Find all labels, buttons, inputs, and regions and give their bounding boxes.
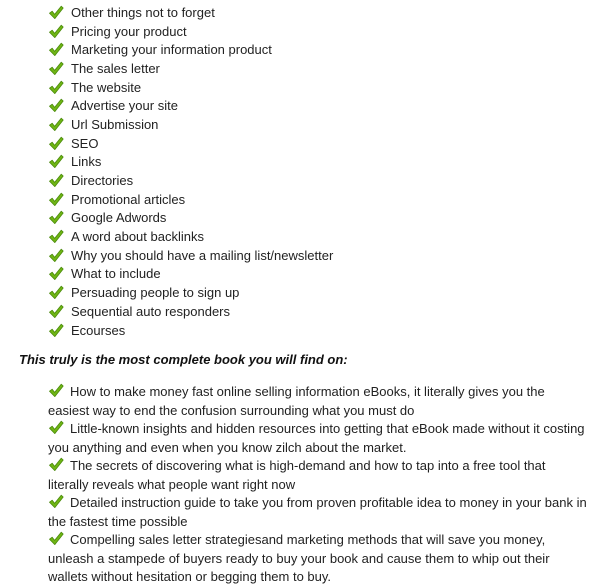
list-item-label: The sales letter [71, 60, 160, 76]
checkmark-icon [48, 154, 64, 169]
checkmark-icon [48, 420, 64, 435]
checkmark-icon [48, 61, 64, 76]
list-item-label: Other things not to forget [71, 4, 215, 20]
benefit-item [48, 420, 588, 457]
checkmark-icon [48, 192, 64, 207]
benefit-text: Detailed instruction guide to take you from proven profitable idea to money in your bank in the fastest time possible [48, 495, 587, 529]
list-item-label: Links [71, 154, 102, 170]
list-item [48, 283, 333, 302]
list-item [48, 59, 333, 78]
benefit-item [48, 531, 588, 587]
list-item [48, 153, 333, 172]
list-item [48, 96, 333, 115]
checkmark-icon [48, 383, 64, 398]
list-item-label: SEO [71, 135, 99, 151]
list-item-label: Sequential auto responders [71, 303, 231, 319]
checkmark-icon [48, 80, 64, 95]
checkmark-icon [48, 5, 64, 20]
list-item [48, 40, 333, 59]
benefit-item [48, 383, 588, 420]
list-item-label: The website [71, 79, 142, 95]
list-item [48, 78, 333, 97]
checkmark-icon [48, 323, 64, 338]
checkmark-icon [48, 98, 64, 113]
list-item-label: A word about backlinks [71, 229, 204, 245]
list-item-label: Ecourses [71, 322, 126, 338]
list-item [48, 115, 333, 134]
benefits-list [48, 383, 588, 587]
list-item-label: Google Adwords [71, 210, 167, 226]
list-item-label: What to include [71, 266, 161, 282]
benefit-item [48, 457, 588, 494]
checkmark-icon [48, 136, 64, 151]
list-item-label: Pricing your product [71, 23, 187, 39]
list-item [48, 134, 333, 153]
list-item [48, 246, 333, 265]
list-item [48, 22, 333, 41]
section-heading: This truly is the most complete book you will find on: [19, 352, 348, 367]
benefit-item [48, 494, 588, 531]
list-item [48, 227, 333, 246]
checkmark-icon [48, 494, 64, 509]
checkmark-icon [48, 248, 64, 263]
list-item-label: Directories [71, 173, 134, 189]
list-item [48, 321, 333, 340]
list-item-label: Why you should have a mailing list/newsletter [71, 247, 334, 263]
checkmark-icon [48, 173, 64, 188]
list-item-label: Url Submission [71, 116, 159, 132]
list-item [48, 3, 333, 22]
checkmark-icon [48, 457, 64, 472]
checkmark-icon [48, 42, 64, 57]
benefit-text: Compelling sales letter strategiesand marketing methods that will save you money, unleash a stampede of buyers ready to buy your book and cause them to whip out their wallets without hesitation or begging them to buy. [48, 532, 550, 584]
benefit-text: The secrets of discovering what is high-demand and how to tap into a free tool that literally reveals what people want right now [48, 458, 546, 492]
checkmark-icon [48, 117, 64, 132]
list-item [48, 171, 333, 190]
list-item-label: Marketing your information product [71, 42, 272, 58]
checkmark-icon [48, 531, 64, 546]
checkmark-icon [48, 304, 64, 319]
list-item-label: Promotional articles [71, 191, 186, 207]
benefit-text: Little-known insights and hidden resources into getting that eBook made without it costing you anything and even when you know zilch about the market. [48, 421, 585, 455]
list-item-label: Persuading people to sign up [71, 285, 240, 301]
checkmark-icon [48, 24, 64, 39]
list-item [48, 265, 333, 284]
feature-checklist [48, 3, 333, 339]
list-item-label: Advertise your site [71, 98, 178, 114]
checkmark-icon [48, 210, 64, 225]
checkmark-icon [48, 229, 64, 244]
list-item [48, 209, 333, 228]
list-item [48, 302, 333, 321]
benefit-text: How to make money fast online selling information eBooks, it literally gives you the easiest way to end the confusion surrounding what you must do [48, 384, 545, 418]
checkmark-icon [48, 285, 64, 300]
checkmark-icon [48, 266, 64, 281]
list-item [48, 190, 333, 209]
